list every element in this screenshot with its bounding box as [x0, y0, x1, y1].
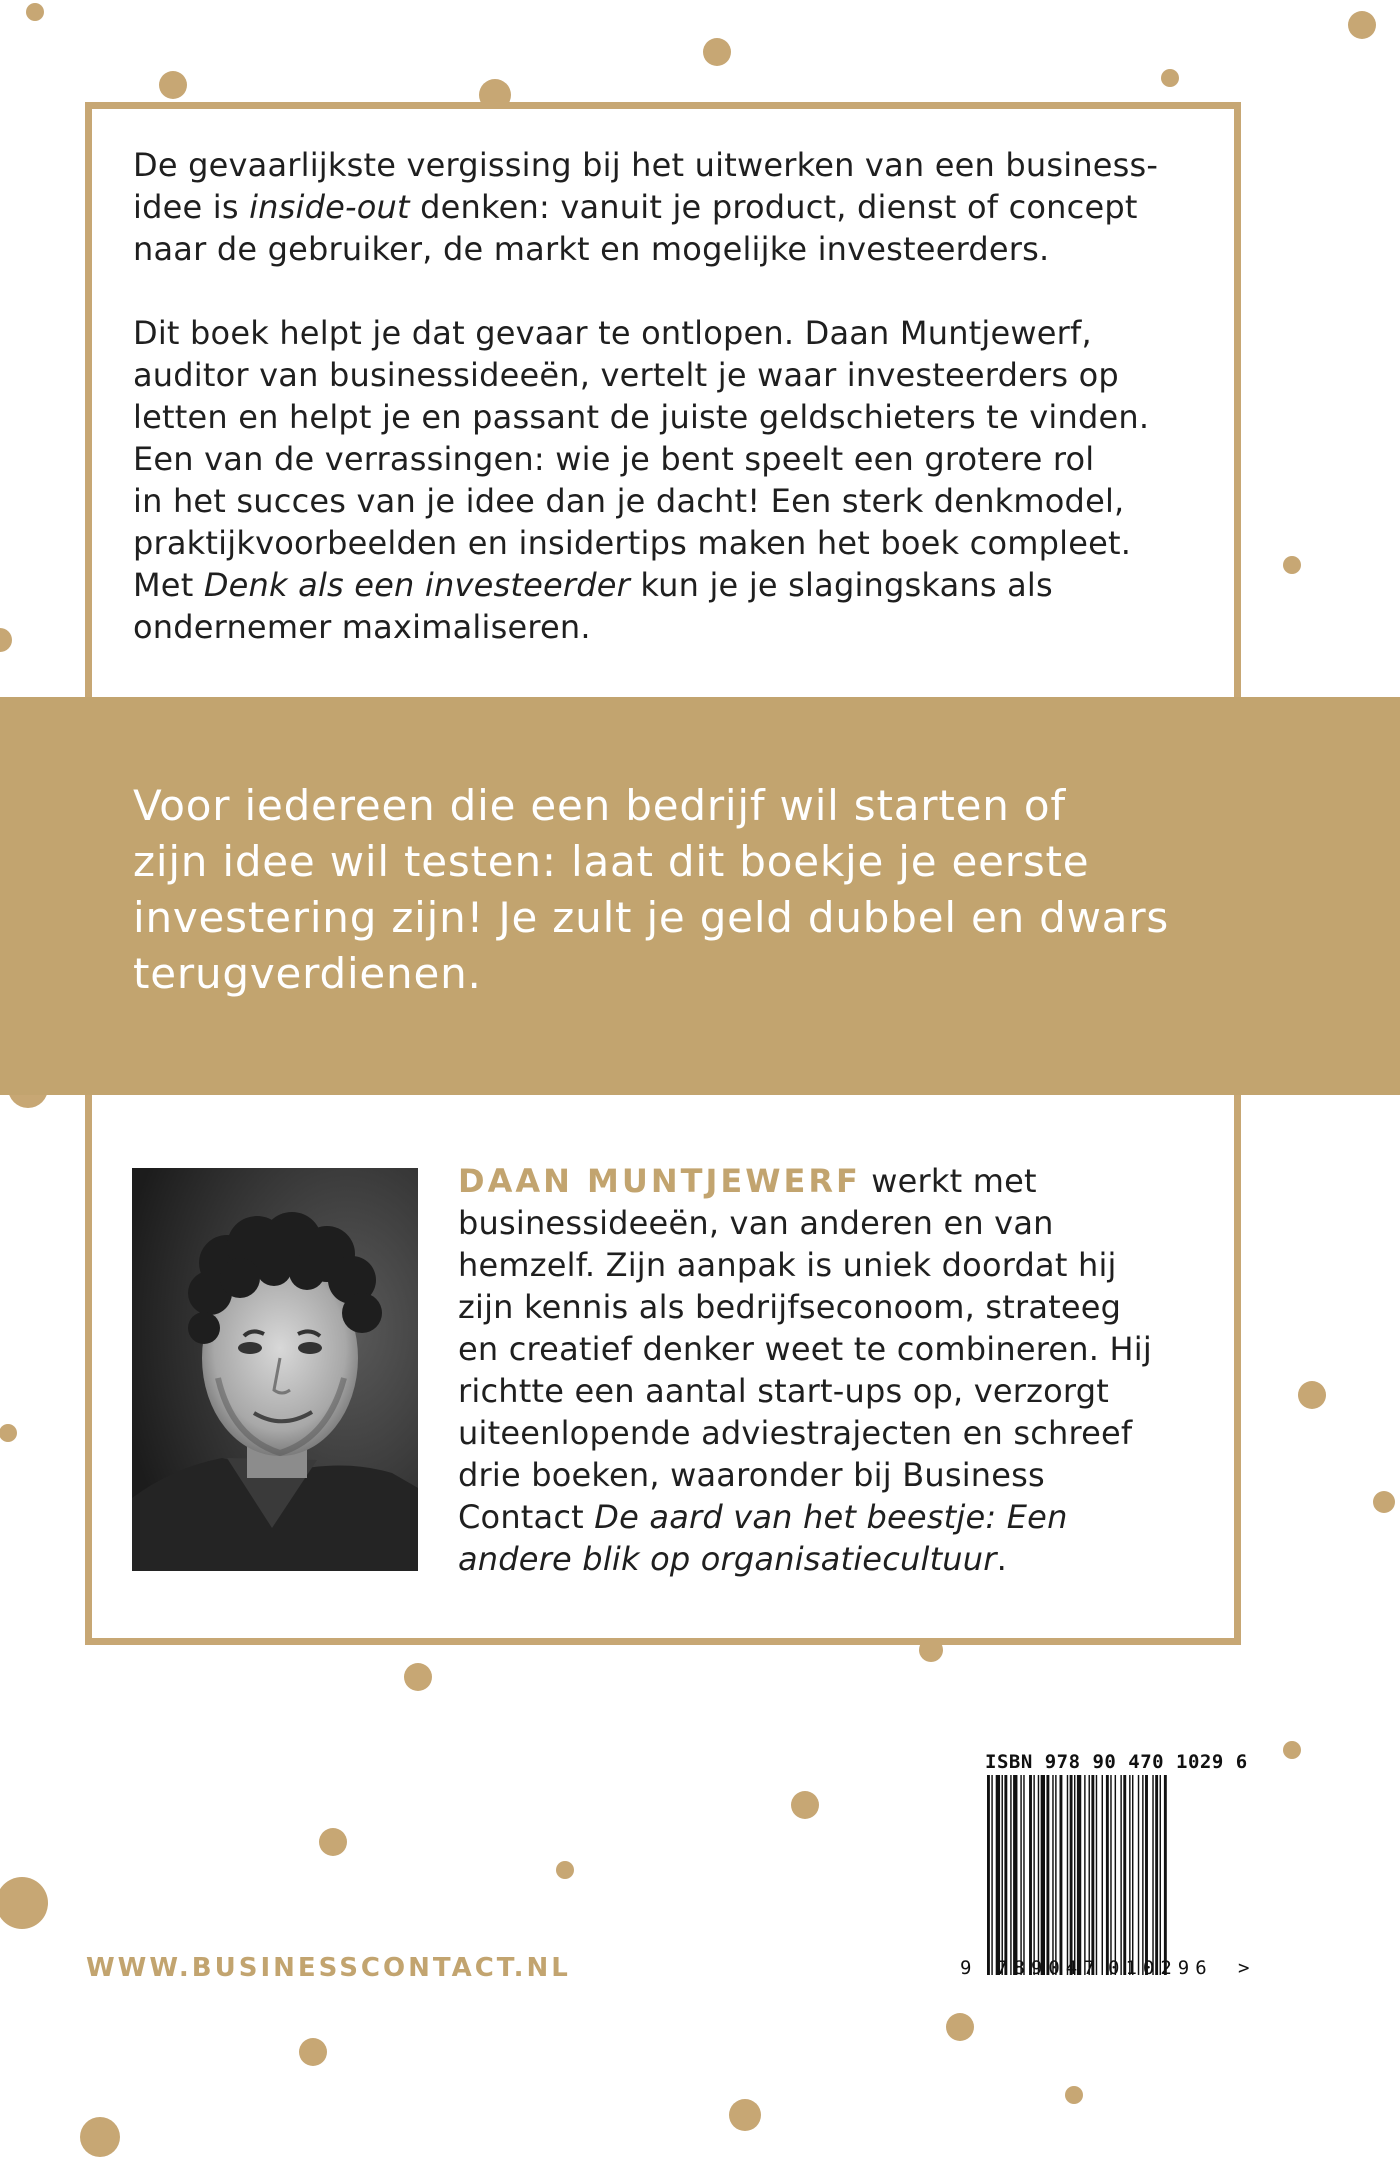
decorative-dot [946, 2013, 974, 2041]
decorative-dot [80, 2117, 120, 2157]
decorative-dot [791, 1791, 819, 1819]
decorative-dot [404, 1663, 432, 1691]
barcode-bar [1074, 1775, 1075, 1975]
barcode-bar [1084, 1775, 1085, 1975]
barcode-bar [1155, 1775, 1158, 1975]
decorative-dot [0, 1877, 48, 1929]
decorative-dot [26, 3, 44, 21]
decorative-dot [319, 1828, 347, 1856]
barcode-bar [1164, 1775, 1167, 1975]
barcode-bar [1106, 1775, 1109, 1975]
bio-line: drie boeken, waaronder bij Business [458, 1456, 1045, 1494]
blurb [133, 144, 1213, 648]
blurb-line: ondernemer maximaliseren. [133, 608, 591, 646]
decorative-dot [299, 2038, 327, 2066]
bio-line: hemzelf. Zijn aanpak is uniek doordat hij [458, 1246, 1117, 1284]
ean-quiet-mark: > [1238, 1957, 1250, 1979]
decorative-dot [1161, 69, 1179, 87]
blurb-line: Dit boek helpt je dat gevaar te ontlopen. Daan Muntjewerf, [133, 314, 1092, 352]
bio-line: richtte een aantal start-ups op, verzorgt [458, 1372, 1109, 1410]
barcode-bar [1067, 1775, 1068, 1975]
quote-line: zijn idee wil testen: laat dit boekje je eerste [133, 837, 1090, 886]
barcode-bar [1138, 1775, 1139, 1975]
barcode-bar [1041, 1775, 1045, 1975]
blurb-paragraph-2 [133, 312, 1213, 648]
ean-right-group: 010296 [1108, 1957, 1213, 1979]
decorative-dot [0, 628, 12, 652]
barcode-bar [1023, 1775, 1024, 1975]
author-photo [132, 1168, 418, 1571]
book-title: De aard van het beestje: Een [594, 1498, 1068, 1536]
quote-line: investering zijn! Je zult je geld dubbel en dwars [133, 893, 1170, 942]
barcode-bar [1013, 1775, 1017, 1975]
barcode-bar [1123, 1775, 1126, 1975]
decorative-dot [1283, 556, 1301, 574]
barcode-bar [1120, 1775, 1121, 1975]
barcode-bar [1102, 1775, 1103, 1975]
ean-left-group: 789047 [996, 1957, 1101, 1979]
author-bio [458, 1160, 1218, 1580]
barcode-bar [1010, 1775, 1011, 1975]
publisher-website[interactable]: WWW.BUSINESSCONTACT.NL [86, 1953, 571, 1983]
barcode-bar [1052, 1775, 1053, 1975]
barcode-bar [987, 1775, 990, 1975]
decorative-dot [1373, 1491, 1395, 1513]
decorative-dot [159, 71, 187, 99]
barcode-bar [1070, 1775, 1073, 1975]
decorative-dot [1065, 2086, 1083, 2104]
barcode-bar [1152, 1775, 1153, 1975]
decorative-dot [1298, 1381, 1326, 1409]
barcode-bar [1115, 1775, 1116, 1975]
barcode-bar [1060, 1775, 1063, 1975]
barcode-bar [1055, 1775, 1056, 1975]
barcode-bar [1142, 1775, 1143, 1975]
barcode-bar [1077, 1775, 1081, 1975]
barcode-bar [1046, 1775, 1049, 1975]
blurb-line: Met Denk als een investeerder kun je je slagingskans als [133, 566, 1053, 604]
barcode-bar [1089, 1775, 1090, 1975]
decorative-dot [556, 1861, 574, 1879]
barcode-bar [1038, 1775, 1039, 1975]
barcode-bar [1004, 1775, 1007, 1975]
barcode-bar [1029, 1775, 1032, 1975]
barcode-bar [1110, 1775, 1111, 1975]
bio-line: en creatief denker weet te combineren. Hij [458, 1330, 1152, 1368]
blurb-line: Een van de verrassingen: wie je bent speelt een grotere rol [133, 440, 1095, 478]
quote-line: Voor iedereen die een bedrijf wil starten of [133, 781, 1066, 830]
blurb-line: praktijkvoorbeelden en insidertips maken het boek compleet. [133, 524, 1132, 562]
decorative-dot [703, 38, 731, 66]
bio-line: Contact De aard van het beestje: Een [458, 1498, 1068, 1536]
decorative-dot [0, 1424, 17, 1442]
isbn-label: ISBN 978 90 470 1029 6 [985, 1751, 1248, 1773]
barcode-bar [1002, 1775, 1003, 1975]
blurb-paragraph-1 [133, 144, 1213, 270]
decorative-dot [1283, 1741, 1301, 1759]
author-portrait-image [132, 1168, 418, 1571]
blurb-line: auditor van businessideeën, vertelt je waar investeerders op [133, 356, 1119, 394]
barcode-bar [991, 1775, 992, 1975]
decorative-dot [729, 2099, 761, 2131]
bio-line: businessideeën, van anderen en van [458, 1204, 1054, 1242]
book-title: Denk als een investeerder [203, 566, 631, 604]
blurb-line: idee is inside-out denken: vanuit je product, dienst of concept [133, 188, 1138, 226]
bio-line: zijn kennis als bedrijfseconoom, strateeg [458, 1288, 1122, 1326]
decorative-dot [1348, 11, 1376, 39]
barcode-bar [1145, 1775, 1148, 1975]
book-title: inside-out [249, 188, 410, 226]
book-title: andere blik op organisatiecultuur [458, 1540, 997, 1578]
barcode-bar [1132, 1775, 1133, 1975]
bio-line: DAAN MUNTJEWERF werkt met [458, 1162, 1037, 1200]
barcode-bar [1091, 1775, 1094, 1975]
blurb-line: in het succes van je idee dan je dacht! Een sterk denkmodel, [133, 482, 1125, 520]
barcode-image [985, 1775, 1235, 1975]
barcode-bar [1129, 1775, 1130, 1975]
barcode-bar [996, 1775, 1000, 1975]
barcode-bar [1033, 1775, 1034, 1975]
bio-line: uiteenlopende adviestrajecten en schreef [458, 1414, 1133, 1452]
blurb-line: naar de gebruiker, de markt en mogelijke investeerders. [133, 230, 1050, 268]
quote [133, 778, 1253, 1002]
blurb-line: De gevaarlijkste vergissing bij het uitwerken van een business- [133, 146, 1159, 184]
ean-first-digit: 9 [960, 1957, 972, 1979]
author-name: DAAN MUNTJEWERF [458, 1162, 861, 1200]
barcode-bar [1096, 1775, 1097, 1975]
blurb-line: letten en helpt je en passant de juiste geldschieters te vinden. [133, 398, 1150, 436]
quote-line: terugverdienen. [133, 949, 482, 998]
barcode-bar [1160, 1775, 1161, 1975]
bio-line: andere blik op organisatiecultuur. [458, 1540, 1008, 1578]
barcode-bar [1020, 1775, 1021, 1975]
